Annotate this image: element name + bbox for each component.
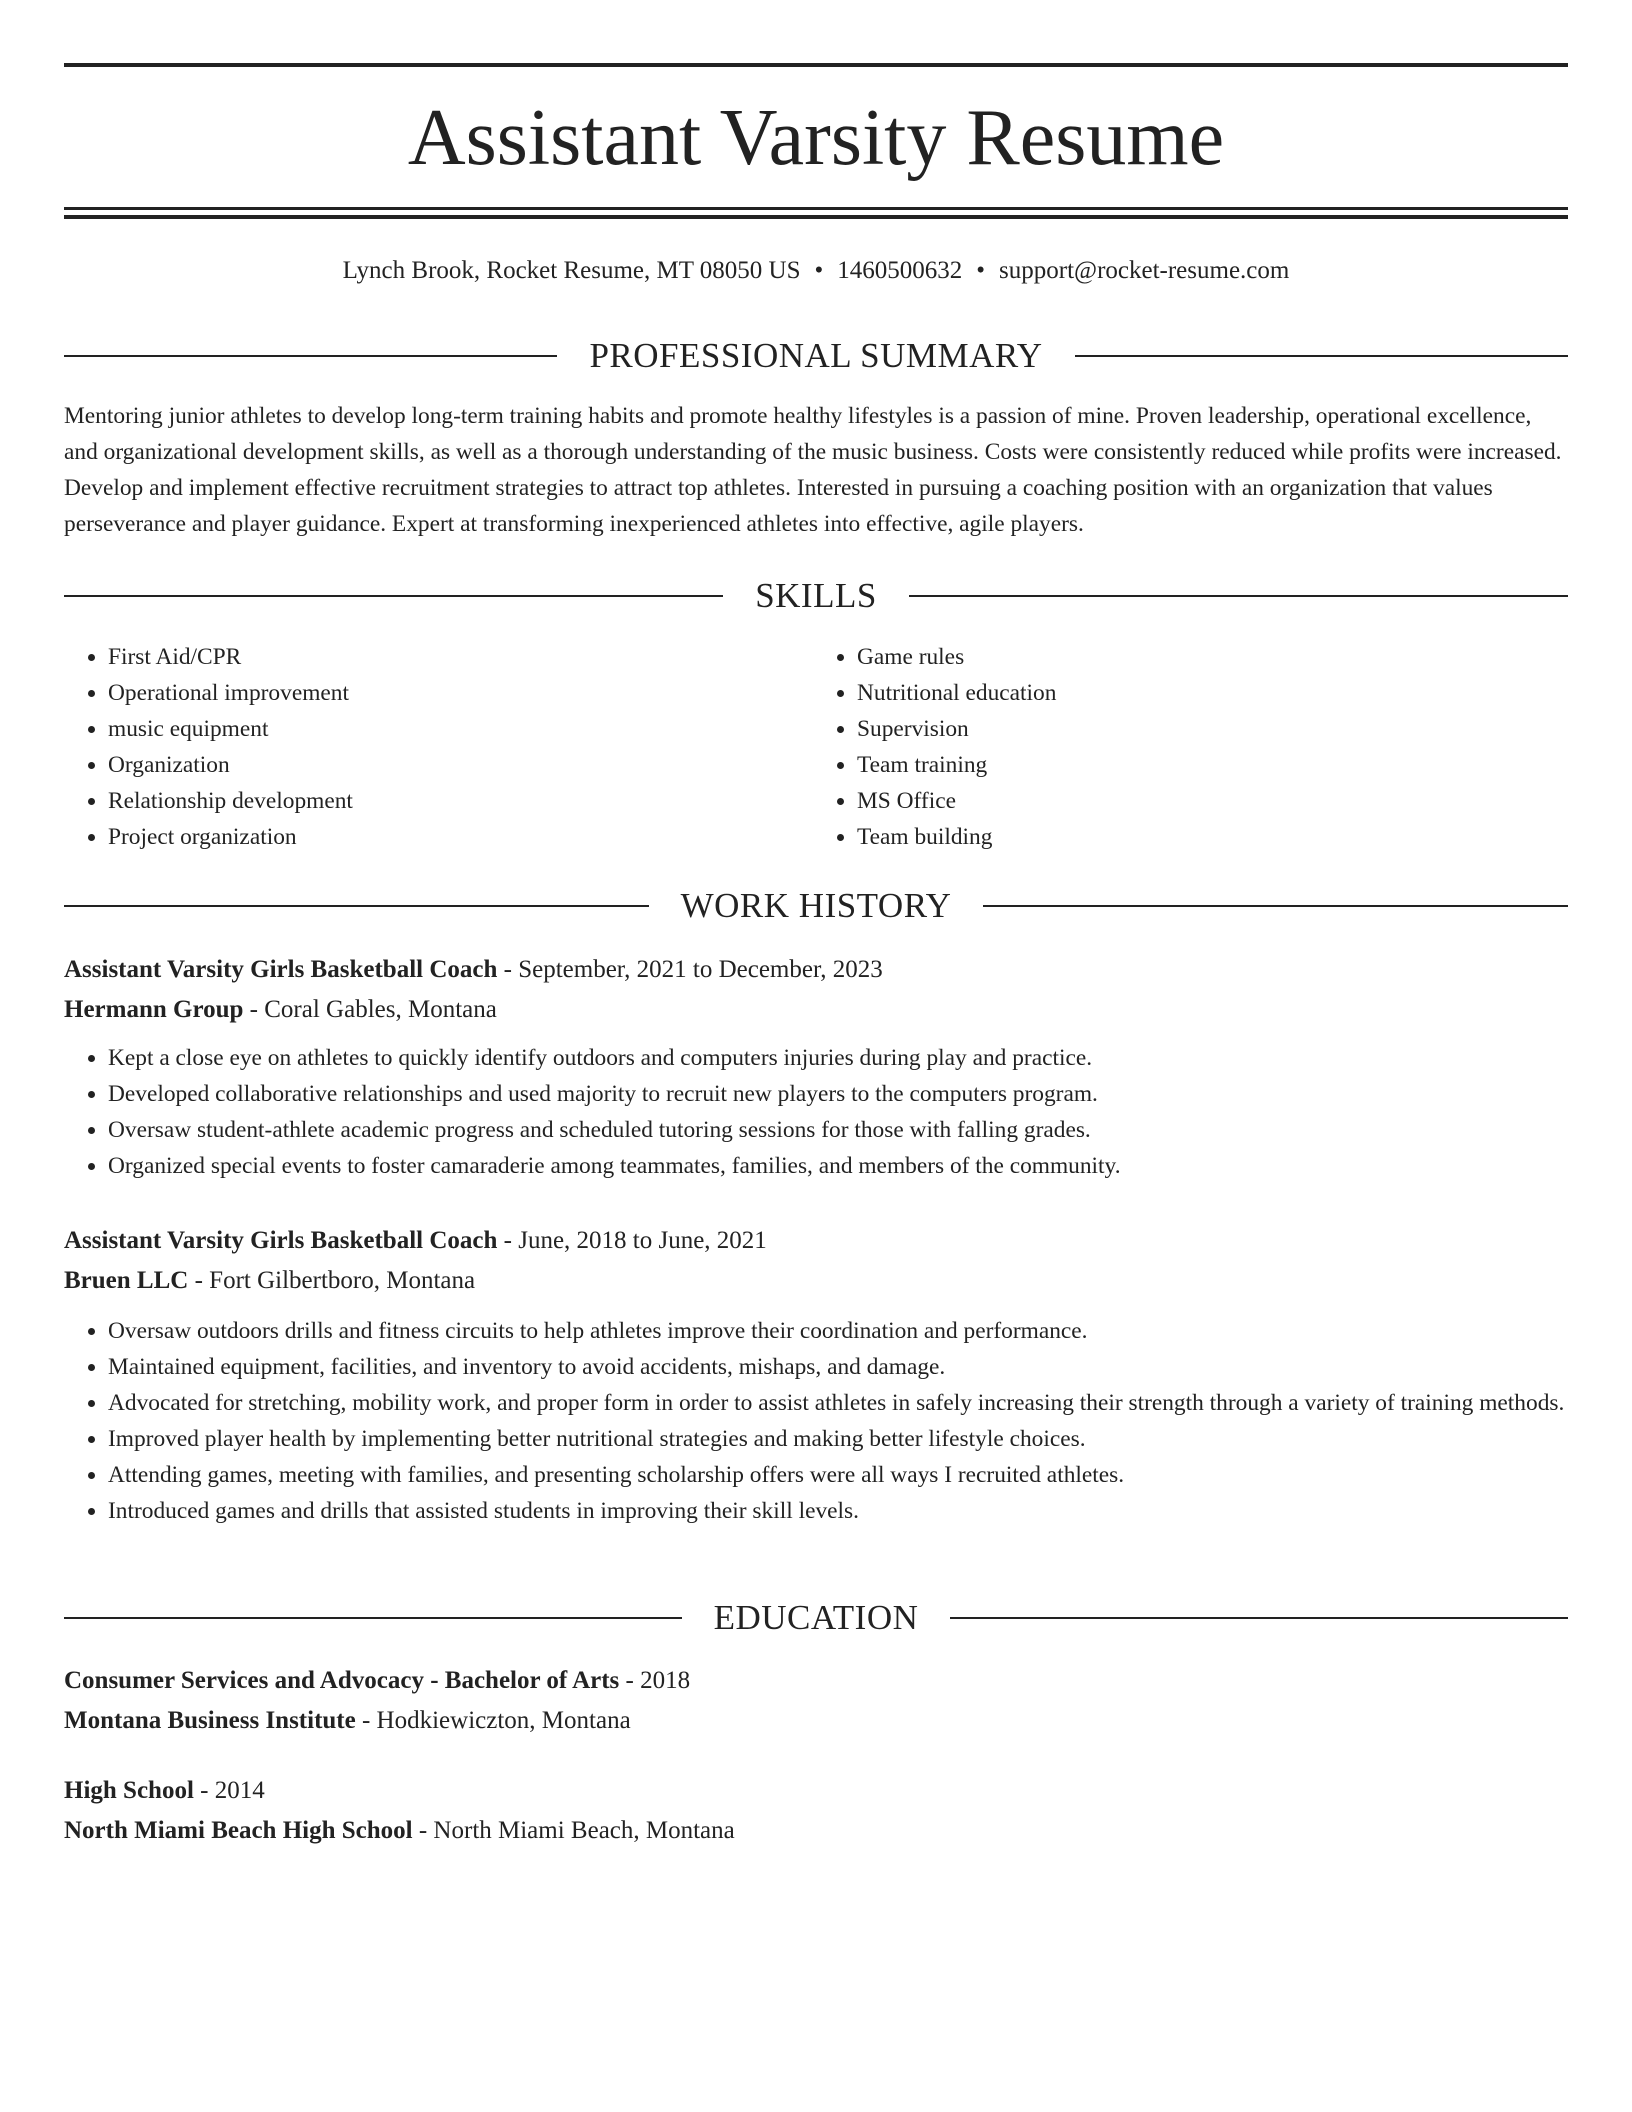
skill-item: • Team training [857, 747, 1555, 783]
job-heading [64, 950, 1568, 990]
skill-item: • Supervision [857, 711, 1555, 747]
education-school-line [64, 1701, 1568, 1741]
job-bullet: • Oversaw outdoors drills and fitness circuits to help athletes improve their coordination and performance. [108, 1313, 1568, 1349]
job-bullet: • Organized special events to foster camaraderie among teammates, families, and members of the community. [108, 1148, 1568, 1184]
skill-item: • MS Office [857, 783, 1555, 819]
job-location: - Fort Gilbertboro, Montana [188, 1267, 476, 1294]
summary-text: Mentoring junior athletes to develop long-term training habits and promote healthy lifestyles is a passion of mine. Proven leadership, operational excellence, and organizational development skills, as well as a thorough understanding of the music business. Costs were consistently reduced while profits were increased. Develop and implement effective recruitment strategies to attract top athletes. Interested in pursuing a coaching position with an organization that values perseverance and player guidance. Expert at transforming inexperienced athletes into effective, agile players. [64, 403, 1562, 537]
job-bullet: • Advocated for stretching, mobility work, and proper form in order to assist athletes in safely increasing their strength through a variety of training methods. [108, 1385, 1568, 1421]
section-header-work [64, 884, 1568, 928]
section-rule [983, 905, 1568, 907]
skill-item: • Organization [108, 747, 806, 783]
education-degree: Consumer Services and Advocacy - Bachelor of Arts [64, 1667, 620, 1694]
contact-address: Lynch Brook, Rocket Resume, MT 08050 US [342, 257, 801, 284]
skill-item: • First Aid/CPR [108, 639, 806, 675]
section-header-summary [64, 334, 1568, 378]
contact-email: support@rocket-resume.com [999, 257, 1290, 284]
title-rule-upper [64, 207, 1568, 210]
section-rule [64, 355, 557, 357]
job-employer [64, 1261, 1568, 1301]
education-location: - Hodkiewiczton, Montana [355, 1707, 631, 1734]
education-entry [64, 1661, 1568, 1741]
job-bullet: • Introduced games and drills that assisted students in improving their skill levels. [108, 1493, 1568, 1529]
job-bullet: • Kept a close eye on athletes to quickly identify outdoors and computers injuries during play and practice. [108, 1040, 1568, 1076]
contact-phone: 1460500632 [837, 257, 963, 284]
education-entry [64, 1771, 1568, 1851]
resume-title: Assistant Varsity Resume [407, 94, 1225, 182]
skill-item: • Relationship development [108, 783, 806, 819]
skills-column-left [64, 639, 806, 855]
education-year: - 2018 [619, 1667, 691, 1694]
section-header-education [64, 1596, 1568, 1640]
education-heading [64, 1661, 1568, 1701]
job-location: - Coral Gables, Montana [243, 996, 497, 1023]
job-title: Assistant Varsity Girls Basketball Coach [64, 956, 498, 983]
skill-item: • Team building [857, 819, 1555, 855]
job-bullets [64, 1313, 1568, 1529]
job-dates: - June, 2018 to June, 2021 [497, 1227, 767, 1254]
skills-column-right [806, 639, 1555, 855]
skill-item: • Project organization [108, 819, 806, 855]
section-rule [950, 1617, 1568, 1619]
job-bullet: • Improved player health by implementing better nutritional strategies and making better lifestyle choices. [108, 1421, 1568, 1457]
skill-item: • Game rules [857, 639, 1555, 675]
section-rule [64, 595, 723, 597]
section-rule [1075, 355, 1568, 357]
title-rule-lower [64, 215, 1568, 219]
skill-item: • music equipment [108, 711, 806, 747]
education-heading [64, 1771, 1568, 1811]
education-degree: High School [64, 1777, 194, 1804]
job-bullet: • Oversaw student-athlete academic progress and scheduled tutoring sessions for those with falling grades. [108, 1112, 1568, 1148]
job-heading [64, 1221, 1568, 1261]
job-dates: - September, 2021 to December, 2023 [497, 956, 883, 983]
job-bullet: • Attending games, meeting with families, and presenting scholarship offers were all ways I recruited athletes. [108, 1457, 1568, 1493]
job-bullet: • Maintained equipment, facilities, and inventory to avoid accidents, mishaps, and damage. [108, 1349, 1568, 1385]
job-company: Hermann Group [64, 996, 244, 1023]
job-entry [64, 1221, 1568, 1529]
contact-separator: • [976, 257, 986, 284]
top-rule [64, 63, 1568, 67]
contact-separator: • [814, 257, 824, 284]
job-bullets [64, 1040, 1568, 1184]
section-title-education: EDUCATION [713, 1598, 919, 1637]
section-title-work: WORK HISTORY [680, 886, 952, 925]
skills-list [64, 639, 1568, 855]
education-year: - 2014 [193, 1777, 265, 1804]
job-bullet: • Developed collaborative relationships and used majority to recruit new players to the computers program. [108, 1076, 1568, 1112]
section-title-skills: SKILLS [755, 576, 877, 615]
section-rule [64, 1617, 682, 1619]
job-title: Assistant Varsity Girls Basketball Coach [64, 1227, 498, 1254]
education-school: North Miami Beach High School [64, 1817, 413, 1844]
education-location: - North Miami Beach, Montana [412, 1817, 735, 1844]
job-entry [64, 950, 1568, 1184]
education-school-line [64, 1811, 1568, 1851]
job-employer [64, 990, 1568, 1030]
section-rule [64, 905, 649, 907]
skill-item: • Nutritional education [857, 675, 1555, 711]
contact-line [64, 253, 1568, 289]
section-header-skills [64, 574, 1568, 618]
job-company: Bruen LLC [64, 1267, 189, 1294]
section-rule [909, 595, 1568, 597]
section-title-summary: PROFESSIONAL SUMMARY [589, 336, 1043, 375]
skill-item: • Operational improvement [108, 675, 806, 711]
education-school: Montana Business Institute [64, 1707, 356, 1734]
